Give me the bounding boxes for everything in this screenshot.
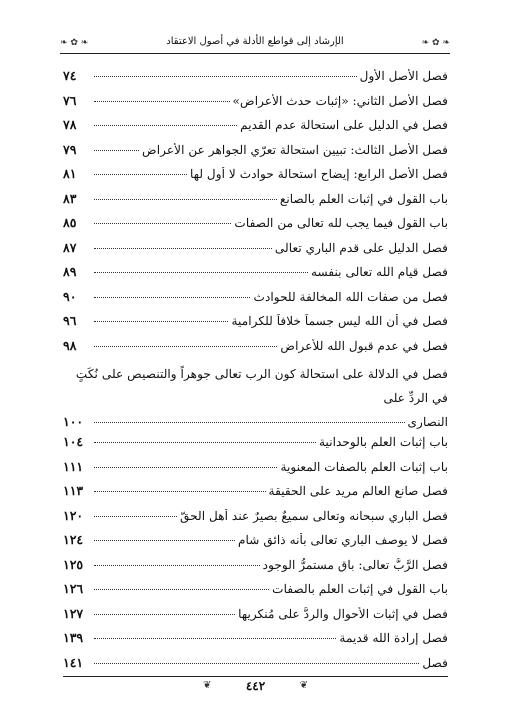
toc-entry <box>63 93 448 118</box>
toc-entry-title: فصل الرَّبُّ تعالى: باق مستمرُّ الوجود <box>262 557 448 572</box>
toc-entry-title: فصل الباري سبحانه وتعالى سميعٌ بصيرٌ عند أهل الحقّ <box>180 508 448 523</box>
toc-entry-title: فصل الأصل الثاني: «إثبات حدث الأعراض» <box>232 93 448 108</box>
toc-entry <box>63 68 448 93</box>
toc-entry-page: ٨٩ <box>63 264 77 279</box>
dot-leader <box>94 199 277 200</box>
header-ornament-right: ❧ ✿ ❧ <box>421 38 450 48</box>
toc-entry <box>63 166 448 191</box>
toc-entry-page: ٧٤ <box>63 68 77 83</box>
dot-leader <box>94 638 336 639</box>
toc-entry-title: فصل صانع العالم مريد على الحقيقة <box>268 484 448 498</box>
toc-entry-title-continued: النصارى <box>407 415 448 429</box>
toc-entry-page: ١٠٠ <box>63 414 84 429</box>
toc-entry-title: فصل في أن الله ليس جسماً خلافاً للكرامية <box>231 314 448 328</box>
toc-entry <box>63 606 448 631</box>
table-of-contents <box>63 68 448 679</box>
toc-entry-page: ١٢٦ <box>63 581 84 596</box>
dot-leader <box>94 76 357 77</box>
page-footer <box>63 676 448 696</box>
toc-entry-page: ١٢٤ <box>63 532 84 547</box>
toc-entry-title: فصل الأصل الرابع: إيضاح استحالة حوادث لا أول لها <box>190 167 448 181</box>
dot-leader <box>94 467 277 468</box>
toc-entry-page: ٨١ <box>63 166 77 181</box>
toc-entry <box>63 557 448 582</box>
toc-entry <box>63 362 448 434</box>
toc-entry-page: ١٢٥ <box>63 556 84 572</box>
toc-entry <box>63 483 448 508</box>
footer-rule <box>63 676 448 677</box>
dot-leader <box>94 321 228 322</box>
header-ornament-left: ❧ ✿ ❧ <box>60 38 89 48</box>
page-number: ٤٤٢ <box>245 679 266 693</box>
toc-entry-title: باب إثبات العلم بالصفات المعنوية <box>280 459 448 474</box>
toc-entry-title: فصل في عدم قبول الله للأعراض <box>280 338 448 353</box>
toc-entry-title: فصل الأصل الثالث: تبيين استحالة تعرّي الجواهر عن الأعراض <box>142 142 448 157</box>
toc-entry-page: ١١١ <box>63 458 84 474</box>
toc-entry-page: ١٣٩ <box>63 630 84 645</box>
toc-entry <box>63 289 448 314</box>
toc-entry-continuation <box>63 410 448 434</box>
dot-leader <box>94 272 308 273</box>
toc-entry <box>63 240 448 265</box>
toc-entry-title: باب إثبات العلم بالوحدانية <box>318 435 448 449</box>
dot-leader <box>94 223 231 224</box>
dot-leader <box>94 150 139 151</box>
toc-entry-title: فصل من صفات الله المخالفة للحوادث <box>253 289 448 304</box>
toc-entry-title: فصل الأصل الأول <box>359 69 448 83</box>
toc-entry-page: ٩٠ <box>63 288 77 304</box>
toc-entry-title: فصل إرادة الله قديمة <box>339 631 448 645</box>
dot-leader <box>94 125 237 126</box>
dot-leader <box>94 248 272 249</box>
toc-entry <box>63 459 448 484</box>
toc-entry <box>63 313 448 338</box>
toc-entry <box>63 191 448 216</box>
dot-leader <box>94 174 187 175</box>
dot-leader <box>94 422 405 423</box>
toc-entry-title: فصل <box>422 655 448 670</box>
running-header <box>60 34 450 56</box>
toc-entry <box>63 215 448 240</box>
header-title: الإرشاد إلى قواطع الأدلة في أصول الاعتقاد <box>166 36 344 47</box>
toc-entry-page: ٧٦ <box>63 92 77 108</box>
footer-ornament-left: ❦ <box>203 680 212 691</box>
dot-leader <box>94 101 230 102</box>
toc-entry-title: فصل في الدلالة على استحالة كون الرب تعالى جوهراً والتنصيص على نُكَتٍ في الردِّ على <box>75 367 448 405</box>
toc-entry-page: ٩٨ <box>63 337 77 353</box>
toc-entry-title: فصل في الدليل على استحالة عدم القديم <box>240 118 448 132</box>
toc-entry <box>63 508 448 533</box>
toc-entry <box>63 434 448 459</box>
toc-entry <box>63 142 448 167</box>
dot-leader <box>94 297 250 298</box>
toc-entry-title: فصل قيام الله تعالى بنفسه <box>310 265 448 279</box>
toc-entry-page: ١٤١ <box>63 654 84 670</box>
toc-entry-page: ٩٦ <box>63 313 77 328</box>
toc-entry <box>63 264 448 289</box>
footer-ornament-right: ❦ <box>299 680 308 691</box>
toc-entry-title: فصل الدليل على قدم الباري تعالى <box>274 240 448 255</box>
toc-entry-title: باب القول في إثبات العلم بالصانع <box>279 191 448 206</box>
dot-leader <box>94 565 260 566</box>
dot-leader <box>94 346 277 347</box>
toc-entry-page: ١٢٧ <box>63 605 84 621</box>
header-rule <box>60 53 450 54</box>
toc-entry-page: ١١٣ <box>63 483 84 498</box>
toc-entry <box>63 532 448 557</box>
dot-leader <box>94 540 235 541</box>
toc-entry-title: باب القول فيما يجب لله تعالى من الصفات <box>234 216 448 230</box>
toc-entry-page: ٨٥ <box>63 215 77 230</box>
dot-leader <box>94 442 316 443</box>
dot-leader <box>94 491 266 492</box>
toc-entry <box>63 581 448 606</box>
dot-leader <box>94 589 269 590</box>
toc-entry-title: فصل لا يوصف الباري تعالى بأنه ذائق شام <box>238 533 448 547</box>
toc-entry-page: ٧٨ <box>63 117 77 132</box>
toc-entry-page: ٨٣ <box>63 190 77 206</box>
toc-entry <box>63 630 448 655</box>
toc-entry-page: ١٢٠ <box>63 507 84 523</box>
toc-entry-page: ٧٩ <box>63 141 77 157</box>
toc-entry-page: ٨٧ <box>63 239 77 255</box>
dot-leader <box>94 614 235 615</box>
toc-entry <box>63 338 448 363</box>
toc-entry <box>63 117 448 142</box>
toc-entry-title: فصل في إثبات الأحوال والردُّ على مُنكريها <box>238 606 448 621</box>
dot-leader <box>94 663 419 664</box>
toc-entry-title: باب القول في إثبات العلم بالصفات <box>272 582 448 596</box>
toc-entry-page: ١٠٤ <box>63 434 84 449</box>
dot-leader <box>94 516 177 517</box>
